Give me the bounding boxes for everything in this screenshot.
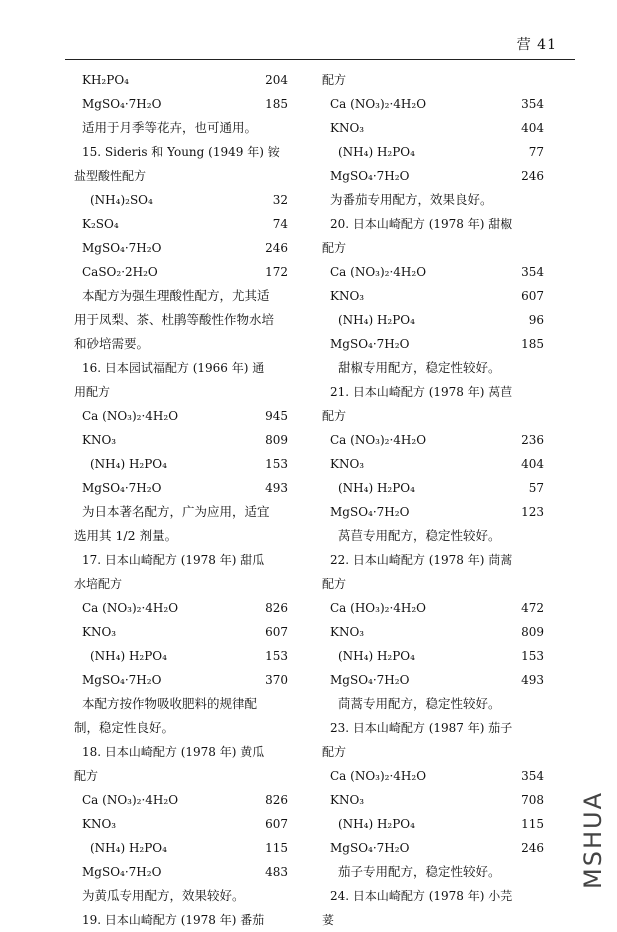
compound-amount: 493	[265, 481, 288, 495]
compound-amount: 74	[272, 217, 288, 231]
compound-name: MgSO₄·7H₂O	[82, 97, 162, 111]
formula-heading: 16. 日本园试福配方 (1966 年) 通	[82, 361, 265, 375]
compound-amount: 236	[521, 433, 544, 447]
formula-line	[82, 860, 288, 884]
compound-name: KNO₃	[330, 625, 365, 639]
compound-name: MgSO₄·7H₂O	[82, 241, 162, 255]
compound-amount: 483	[265, 865, 288, 879]
formula-line	[338, 812, 544, 836]
body-text-line: 为番茄专用配方，效果良好。	[330, 192, 493, 207]
formula-line	[338, 308, 544, 332]
compound-name: (NH₄) H₂PO₄	[90, 457, 167, 471]
formula-heading: 19. 日本山崎配方 (1978 年) 番茄	[82, 913, 265, 927]
formula-line	[82, 788, 288, 812]
compound-name: Ca (NO₃)₂·4H₂O	[330, 265, 427, 279]
formula-line	[338, 476, 544, 500]
formula-line	[330, 764, 544, 788]
compound-name: (NH₄) H₂PO₄	[90, 649, 167, 663]
running-header: 营 41	[516, 37, 557, 53]
formula-line	[82, 620, 288, 644]
formula-heading: 水培配方	[74, 577, 123, 591]
compound-name: MgSO₄·7H₂O	[330, 505, 410, 519]
formula-heading: 22. 日本山崎配方 (1978 年) 茼蒿	[330, 553, 513, 567]
compound-amount: 945	[265, 409, 288, 423]
compound-name: MgSO₄·7H₂O	[330, 337, 410, 351]
formula-line	[82, 68, 288, 92]
formula-line	[82, 596, 288, 620]
compound-name: Ca (NO₃)₂·4H₂O	[330, 433, 427, 447]
compound-name: MgSO₄·7H₂O	[330, 841, 410, 855]
compound-name: KNO₃	[82, 433, 117, 447]
compound-amount: 493	[521, 673, 544, 687]
formula-line	[330, 260, 544, 284]
compound-amount: 809	[265, 433, 288, 447]
formula-line	[82, 404, 288, 428]
formula-heading: 20. 日本山崎配方 (1978 年) 甜椒	[330, 217, 513, 231]
compound-name: (NH₄) H₂PO₄	[338, 481, 415, 495]
compound-amount: 77	[528, 145, 544, 159]
compound-name: Ca (NO₃)₂·4H₂O	[82, 601, 179, 615]
body-text-line: 为日本著名配方，广为应用，适宜	[82, 504, 270, 519]
compound-amount: 57	[528, 481, 544, 495]
compound-amount: 153	[265, 457, 288, 471]
compound-amount: 826	[265, 601, 288, 615]
formula-heading: 15. Sideris 和 Young (1949 年) 铵	[82, 145, 280, 159]
formula-line	[90, 452, 288, 476]
compound-name: MgSO₄·7H₂O	[82, 673, 162, 687]
formula-heading: 18. 日本山崎配方 (1978 年) 黄瓜	[82, 745, 265, 759]
compound-amount: 185	[265, 97, 288, 111]
compound-amount: 246	[521, 841, 544, 855]
formula-heading: 配方	[322, 577, 347, 591]
formula-line	[90, 644, 288, 668]
compound-amount: 354	[521, 97, 544, 111]
compound-name: (NH₄) H₂PO₄	[338, 313, 415, 327]
compound-name: K₂SO₄	[82, 217, 119, 231]
compound-amount: 809	[521, 625, 544, 639]
compound-name: KNO₃	[82, 625, 117, 639]
compound-name: (NH₄) H₂PO₄	[338, 649, 415, 663]
compound-name: CaSO₂·2H₂O	[82, 265, 158, 279]
formula-heading: 盐型酸性配方	[74, 169, 147, 183]
compound-amount: 115	[265, 841, 288, 855]
formula-line	[330, 116, 544, 140]
body-text-line: 茼蒿专用配方，稳定性较好。	[338, 696, 501, 711]
formula-heading: 24. 日本山崎配方 (1978 年) 小芫	[330, 889, 513, 903]
body-text-line: 本配方按作物吸收肥料的规律配	[82, 696, 258, 711]
formula-line	[90, 836, 288, 860]
compound-amount: 246	[521, 169, 544, 183]
compound-amount: 172	[265, 265, 288, 279]
formula-line	[330, 284, 544, 308]
compound-amount: 472	[521, 601, 544, 615]
compound-name: Ca (NO₃)₂·4H₂O	[82, 793, 179, 807]
left-column	[74, 68, 288, 932]
compound-name: KNO₃	[330, 121, 365, 135]
formula-line	[330, 596, 544, 620]
compound-amount: 826	[265, 793, 288, 807]
compound-name: MgSO₄·7H₂O	[82, 481, 162, 495]
compound-name: (NH₄) H₂PO₄	[90, 841, 167, 855]
formula-heading: 配方	[74, 769, 99, 783]
formula-line	[330, 500, 544, 524]
formula-heading: 配方	[322, 409, 347, 423]
compound-amount: 96	[528, 313, 544, 327]
body-text-line: 为黄瓜专用配方，效果较好。	[82, 888, 245, 903]
compound-amount: 185	[521, 337, 544, 351]
formula-line	[330, 788, 544, 812]
compound-amount: 354	[521, 265, 544, 279]
watermark: MSHUA	[579, 791, 607, 889]
compound-name: (NH₄) H₂PO₄	[338, 145, 415, 159]
compound-name: MgSO₄·7H₂O	[330, 673, 410, 687]
body-text-line: 用于凤梨、茶、杜鹃等酸性作物水培	[74, 312, 275, 327]
formula-line	[82, 260, 288, 284]
compound-name: Ca (NO₃)₂·4H₂O	[82, 409, 179, 423]
formula-line	[330, 668, 544, 692]
formula-line	[82, 812, 288, 836]
compound-name: Ca (NO₃)₂·4H₂O	[330, 97, 427, 111]
formula-line	[330, 332, 544, 356]
compound-name: (NH₄) H₂PO₄	[338, 817, 415, 831]
compound-amount: 115	[521, 817, 544, 831]
formula-heading: 配方	[322, 73, 347, 87]
compound-amount: 204	[265, 73, 288, 87]
compound-name: KNO₃	[330, 793, 365, 807]
formula-line	[82, 668, 288, 692]
body-text-line: 本配方为强生理酸性配方，尤其适	[82, 288, 270, 303]
formula-heading: 荽	[322, 913, 335, 927]
compound-name: KNO₃	[82, 817, 117, 831]
compound-amount: 123	[521, 505, 544, 519]
body-text-line: 茄子专用配方，稳定性较好。	[338, 864, 501, 879]
formula-line	[82, 476, 288, 500]
formula-heading: 配方	[322, 745, 347, 759]
formula-line	[82, 212, 288, 236]
body-text-line: 制，稳定性良好。	[74, 720, 175, 735]
formula-line	[338, 140, 544, 164]
compound-amount: 404	[521, 121, 544, 135]
body-text-line: 莴苣专用配方，稳定性较好。	[338, 528, 501, 543]
body-text-line: 适用于月季等花卉，也可通用。	[82, 120, 258, 135]
formula-line	[330, 836, 544, 860]
body-text-line: 甜椒专用配方，稳定性较好。	[338, 360, 501, 375]
body-text-line: 和砂培需要。	[74, 336, 150, 351]
formula-line	[82, 428, 288, 452]
body-text-line: 选用其 1/2 剂量。	[74, 528, 178, 543]
formula-line	[82, 92, 288, 116]
compound-name: Ca (HO₃)₂·4H₂O	[330, 601, 426, 615]
formula-line	[330, 428, 544, 452]
formula-line	[330, 620, 544, 644]
compound-name: MgSO₄·7H₂O	[330, 169, 410, 183]
formula-line	[330, 164, 544, 188]
formula-line	[338, 644, 544, 668]
compound-amount: 354	[521, 769, 544, 783]
compound-amount: 370	[265, 673, 288, 687]
formula-heading: 配方	[322, 241, 347, 255]
formula-line	[82, 236, 288, 260]
compound-amount: 607	[265, 625, 288, 639]
compound-amount: 32	[272, 193, 288, 207]
compound-amount: 708	[521, 793, 544, 807]
formula-line	[330, 452, 544, 476]
compound-amount: 607	[521, 289, 544, 303]
formula-heading: 用配方	[74, 385, 111, 399]
compound-name: MgSO₄·7H₂O	[82, 865, 162, 879]
compound-name: KH₂PO₄	[82, 73, 129, 87]
formula-line	[90, 188, 288, 212]
compound-amount: 153	[265, 649, 288, 663]
compound-name: KNO₃	[330, 289, 365, 303]
compound-amount: 607	[265, 817, 288, 831]
formula-heading: 21. 日本山崎配方 (1978 年) 莴苣	[330, 385, 513, 399]
formula-heading: 23. 日本山崎配方 (1987 年) 茄子	[330, 721, 513, 735]
formula-line	[330, 92, 544, 116]
formula-heading: 17. 日本山崎配方 (1978 年) 甜瓜	[82, 553, 265, 567]
header-rule	[65, 59, 575, 60]
compound-amount: 153	[521, 649, 544, 663]
right-column	[322, 68, 544, 932]
compound-name: KNO₃	[330, 457, 365, 471]
compound-amount: 404	[521, 457, 544, 471]
compound-name: Ca (NO₃)₂·4H₂O	[330, 769, 427, 783]
compound-amount: 246	[265, 241, 288, 255]
compound-name: (NH₄)₂SO₄	[90, 193, 153, 207]
